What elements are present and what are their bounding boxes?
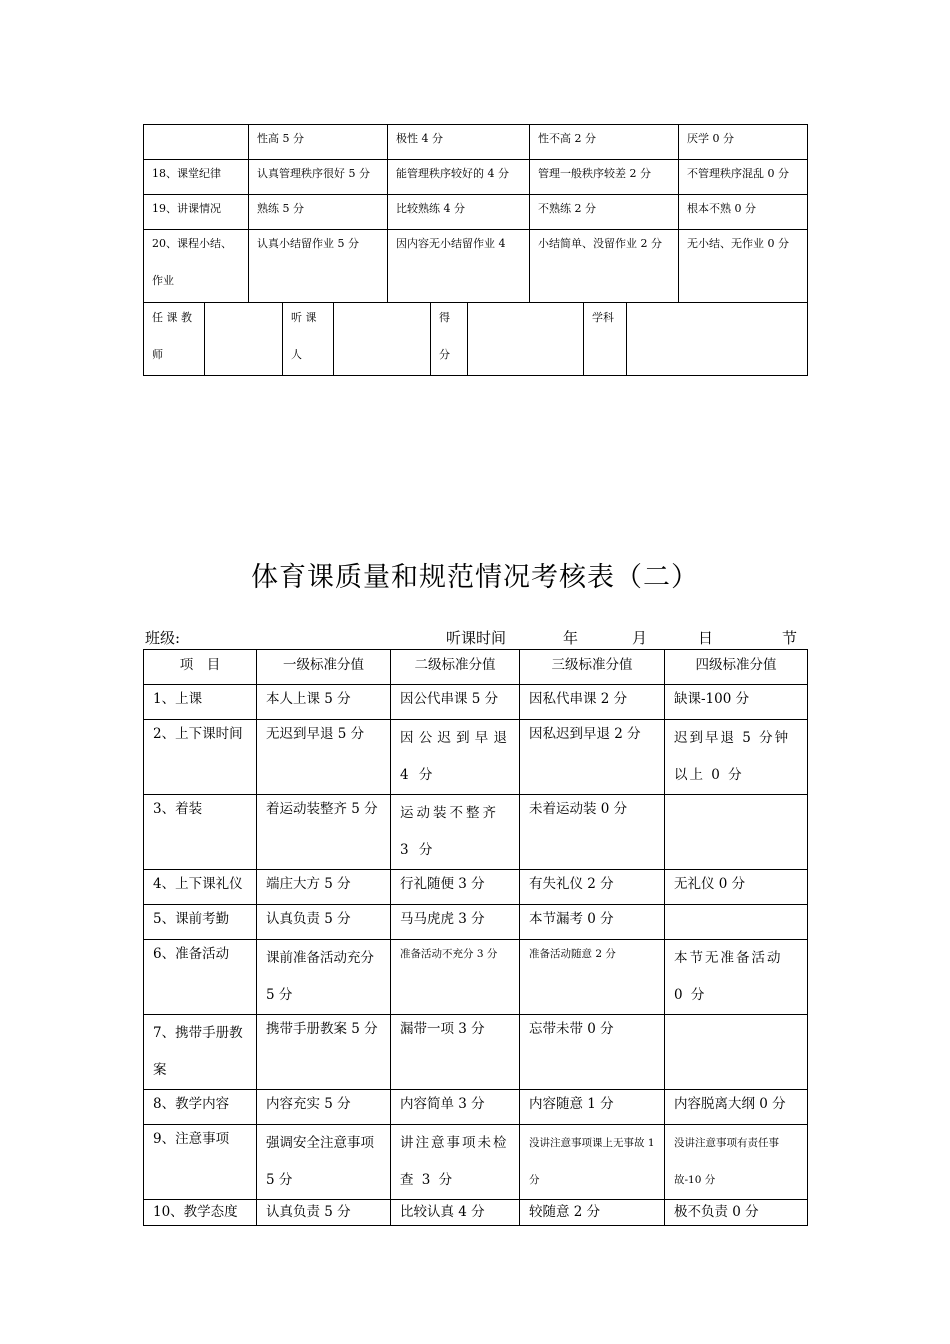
- period-label: 节: [782, 629, 798, 647]
- column-header: 项 目: [144, 650, 257, 685]
- table-cell: 内容随意 1 分: [520, 1090, 665, 1125]
- table-cell: 本人上课 5 分: [257, 685, 391, 720]
- table-cell: 行礼随便 3 分: [391, 870, 520, 905]
- table-cell: 10、教学态度: [144, 1200, 257, 1226]
- table-row: [144, 795, 808, 870]
- table-cell: 内容充实 5 分: [257, 1090, 391, 1125]
- cell-text: 小结简单、没留作业 2 分: [538, 237, 662, 250]
- listener-field[interactable]: [334, 303, 431, 376]
- column-header: 二级标准分值: [391, 650, 520, 685]
- table-cell: [530, 230, 679, 303]
- table-row: [144, 940, 808, 1015]
- table-cell: 运动装不整齐 3 分: [391, 795, 520, 870]
- teacher-field[interactable]: [205, 303, 283, 376]
- cell-text: 学科: [592, 311, 614, 324]
- table-row: [144, 905, 808, 940]
- table-cell: 无礼仪 0 分: [665, 870, 808, 905]
- table-cell: 9、注意事项: [144, 1125, 257, 1200]
- table-cell: 5、课前考勤: [144, 905, 257, 940]
- cell-text: 任 课 教 师: [152, 311, 192, 361]
- table-cell: 19、讲课情况: [144, 195, 249, 230]
- table-cell: 性高 5 分: [249, 125, 388, 160]
- table-cell: 漏带一项 3 分: [391, 1015, 520, 1090]
- table-cell: [665, 905, 808, 940]
- table-cell: [388, 230, 530, 303]
- listener-label: [283, 303, 334, 376]
- subject-field[interactable]: [627, 303, 808, 376]
- table-cell: [249, 230, 388, 303]
- table-cell: 极性 4 分: [388, 125, 530, 160]
- assessment-table: [143, 649, 808, 1226]
- cell-text: 得 分: [439, 311, 450, 361]
- table-cell: 没讲注意事项有责任事故-10 分: [665, 1125, 808, 1200]
- table-cell: 迟到早退 5 分钟以上 0 分: [665, 720, 808, 795]
- table-cell: 不管理秩序混乱 0 分: [679, 160, 808, 195]
- table-cell: 熟练 5 分: [249, 195, 388, 230]
- table-cell: 马马虎虎 3 分: [391, 905, 520, 940]
- table-cell: 准备活动不充分 3 分: [391, 940, 520, 1015]
- table-cell: 着运动装整齐 5 分: [257, 795, 391, 870]
- table-cell: 没讲注意事项课上无事故 1 分: [520, 1125, 665, 1200]
- subject-label: [584, 303, 627, 376]
- table-cell: 1、上课: [144, 685, 257, 720]
- table-cell: 比较认真 4 分: [391, 1200, 520, 1226]
- table-cell: 因私迟到早退 2 分: [520, 720, 665, 795]
- table-cell: 本节无准备活动 0 分: [665, 940, 808, 1015]
- table-cell: 6、准备活动: [144, 940, 257, 1015]
- table-row: [144, 1200, 808, 1226]
- signature-table: [143, 302, 808, 376]
- table-cell: 有失礼仪 2 分: [520, 870, 665, 905]
- table-cell: 忘带未带 0 分: [520, 1015, 665, 1090]
- table-cell: 厌学 0 分: [679, 125, 808, 160]
- table-row: [144, 303, 808, 376]
- cell-text: 认真小结留作业 5 分: [257, 237, 359, 250]
- table-cell: 极不负责 0 分: [665, 1200, 808, 1226]
- table-cell: 认真负责 5 分: [257, 905, 391, 940]
- table-cell: 缺课-100 分: [665, 685, 808, 720]
- table-cell: 内容脱离大纲 0 分: [665, 1090, 808, 1125]
- time-label: 听课时间: [446, 629, 507, 647]
- cell-text: 因内容无小结留作业 4: [396, 237, 506, 250]
- table-row: [144, 720, 808, 795]
- table-cell: [144, 230, 249, 303]
- table-cell: 讲注意事项未检查 3 分: [391, 1125, 520, 1200]
- table-cell: [679, 230, 808, 303]
- table-row: [144, 1125, 808, 1200]
- year-label: 年: [563, 629, 579, 647]
- table-cell: 4、上下课礼仪: [144, 870, 257, 905]
- table-cell: [665, 795, 808, 870]
- class-label: 班级:: [145, 629, 181, 647]
- score-label: [431, 303, 468, 376]
- table-cell: 较随意 2 分: [520, 1200, 665, 1226]
- table-cell: 本节漏考 0 分: [520, 905, 665, 940]
- table-row: [144, 160, 808, 195]
- table-cell: 因公迟到早退 4 分: [391, 720, 520, 795]
- table-cell: 能管理秩序较好的 4 分: [388, 160, 530, 195]
- table-cell: 端庄大方 5 分: [257, 870, 391, 905]
- cell-text: 听 课 人: [291, 311, 317, 361]
- table-cell: 未着运动装 0 分: [520, 795, 665, 870]
- table-row: [144, 1090, 808, 1125]
- table-cell: 管理一般秩序较差 2 分: [530, 160, 679, 195]
- table-cell: 课前准备活动充分 5 分: [257, 940, 391, 1015]
- table-row: [144, 195, 808, 230]
- day-label: 日: [698, 629, 714, 647]
- table-cell: 无迟到早退 5 分: [257, 720, 391, 795]
- table-cell: 不熟练 2 分: [530, 195, 679, 230]
- column-header: 四级标准分值: [665, 650, 808, 685]
- table-cell: [144, 125, 249, 160]
- table-cell: 根本不熟 0 分: [679, 195, 808, 230]
- score-field[interactable]: [468, 303, 584, 376]
- table-cell: 7、携带手册教案: [144, 1015, 257, 1090]
- table-row: [144, 1015, 808, 1090]
- table-cell: 认真管理秩序很好 5 分: [249, 160, 388, 195]
- table-cell: 2、上下课时间: [144, 720, 257, 795]
- table-cell: 因私代串课 2 分: [520, 685, 665, 720]
- top-criteria-table: [143, 124, 808, 303]
- table-cell: 因公代串课 5 分: [391, 685, 520, 720]
- cell-text: 20、课程小结、作业: [152, 237, 232, 287]
- page-title: 体育课质量和规范情况考核表（二）: [251, 562, 699, 593]
- table-cell: 3、着装: [144, 795, 257, 870]
- table-row: [144, 685, 808, 720]
- table-cell: 准备活动随意 2 分: [520, 940, 665, 1015]
- table-header-row: [144, 650, 808, 685]
- teacher-label: [144, 303, 205, 376]
- table-cell: 性不高 2 分: [530, 125, 679, 160]
- table-row: [144, 125, 808, 160]
- table-row: [144, 870, 808, 905]
- table-cell: 认真负责 5 分: [257, 1200, 391, 1226]
- table-cell: [665, 1015, 808, 1090]
- table-cell: 内容简单 3 分: [391, 1090, 520, 1125]
- column-header: 三级标准分值: [520, 650, 665, 685]
- table-cell: 携带手册教案 5 分: [257, 1015, 391, 1090]
- month-label: 月: [632, 629, 648, 647]
- cell-text: 无小结、无作业 0 分: [687, 237, 789, 250]
- table-cell: 强调安全注意事项 5 分: [257, 1125, 391, 1200]
- table-cell: 比较熟练 4 分: [388, 195, 530, 230]
- table-cell: 8、教学内容: [144, 1090, 257, 1125]
- table-cell: 18、课堂纪律: [144, 160, 249, 195]
- table-row: [144, 230, 808, 303]
- column-header: 一级标准分值: [257, 650, 391, 685]
